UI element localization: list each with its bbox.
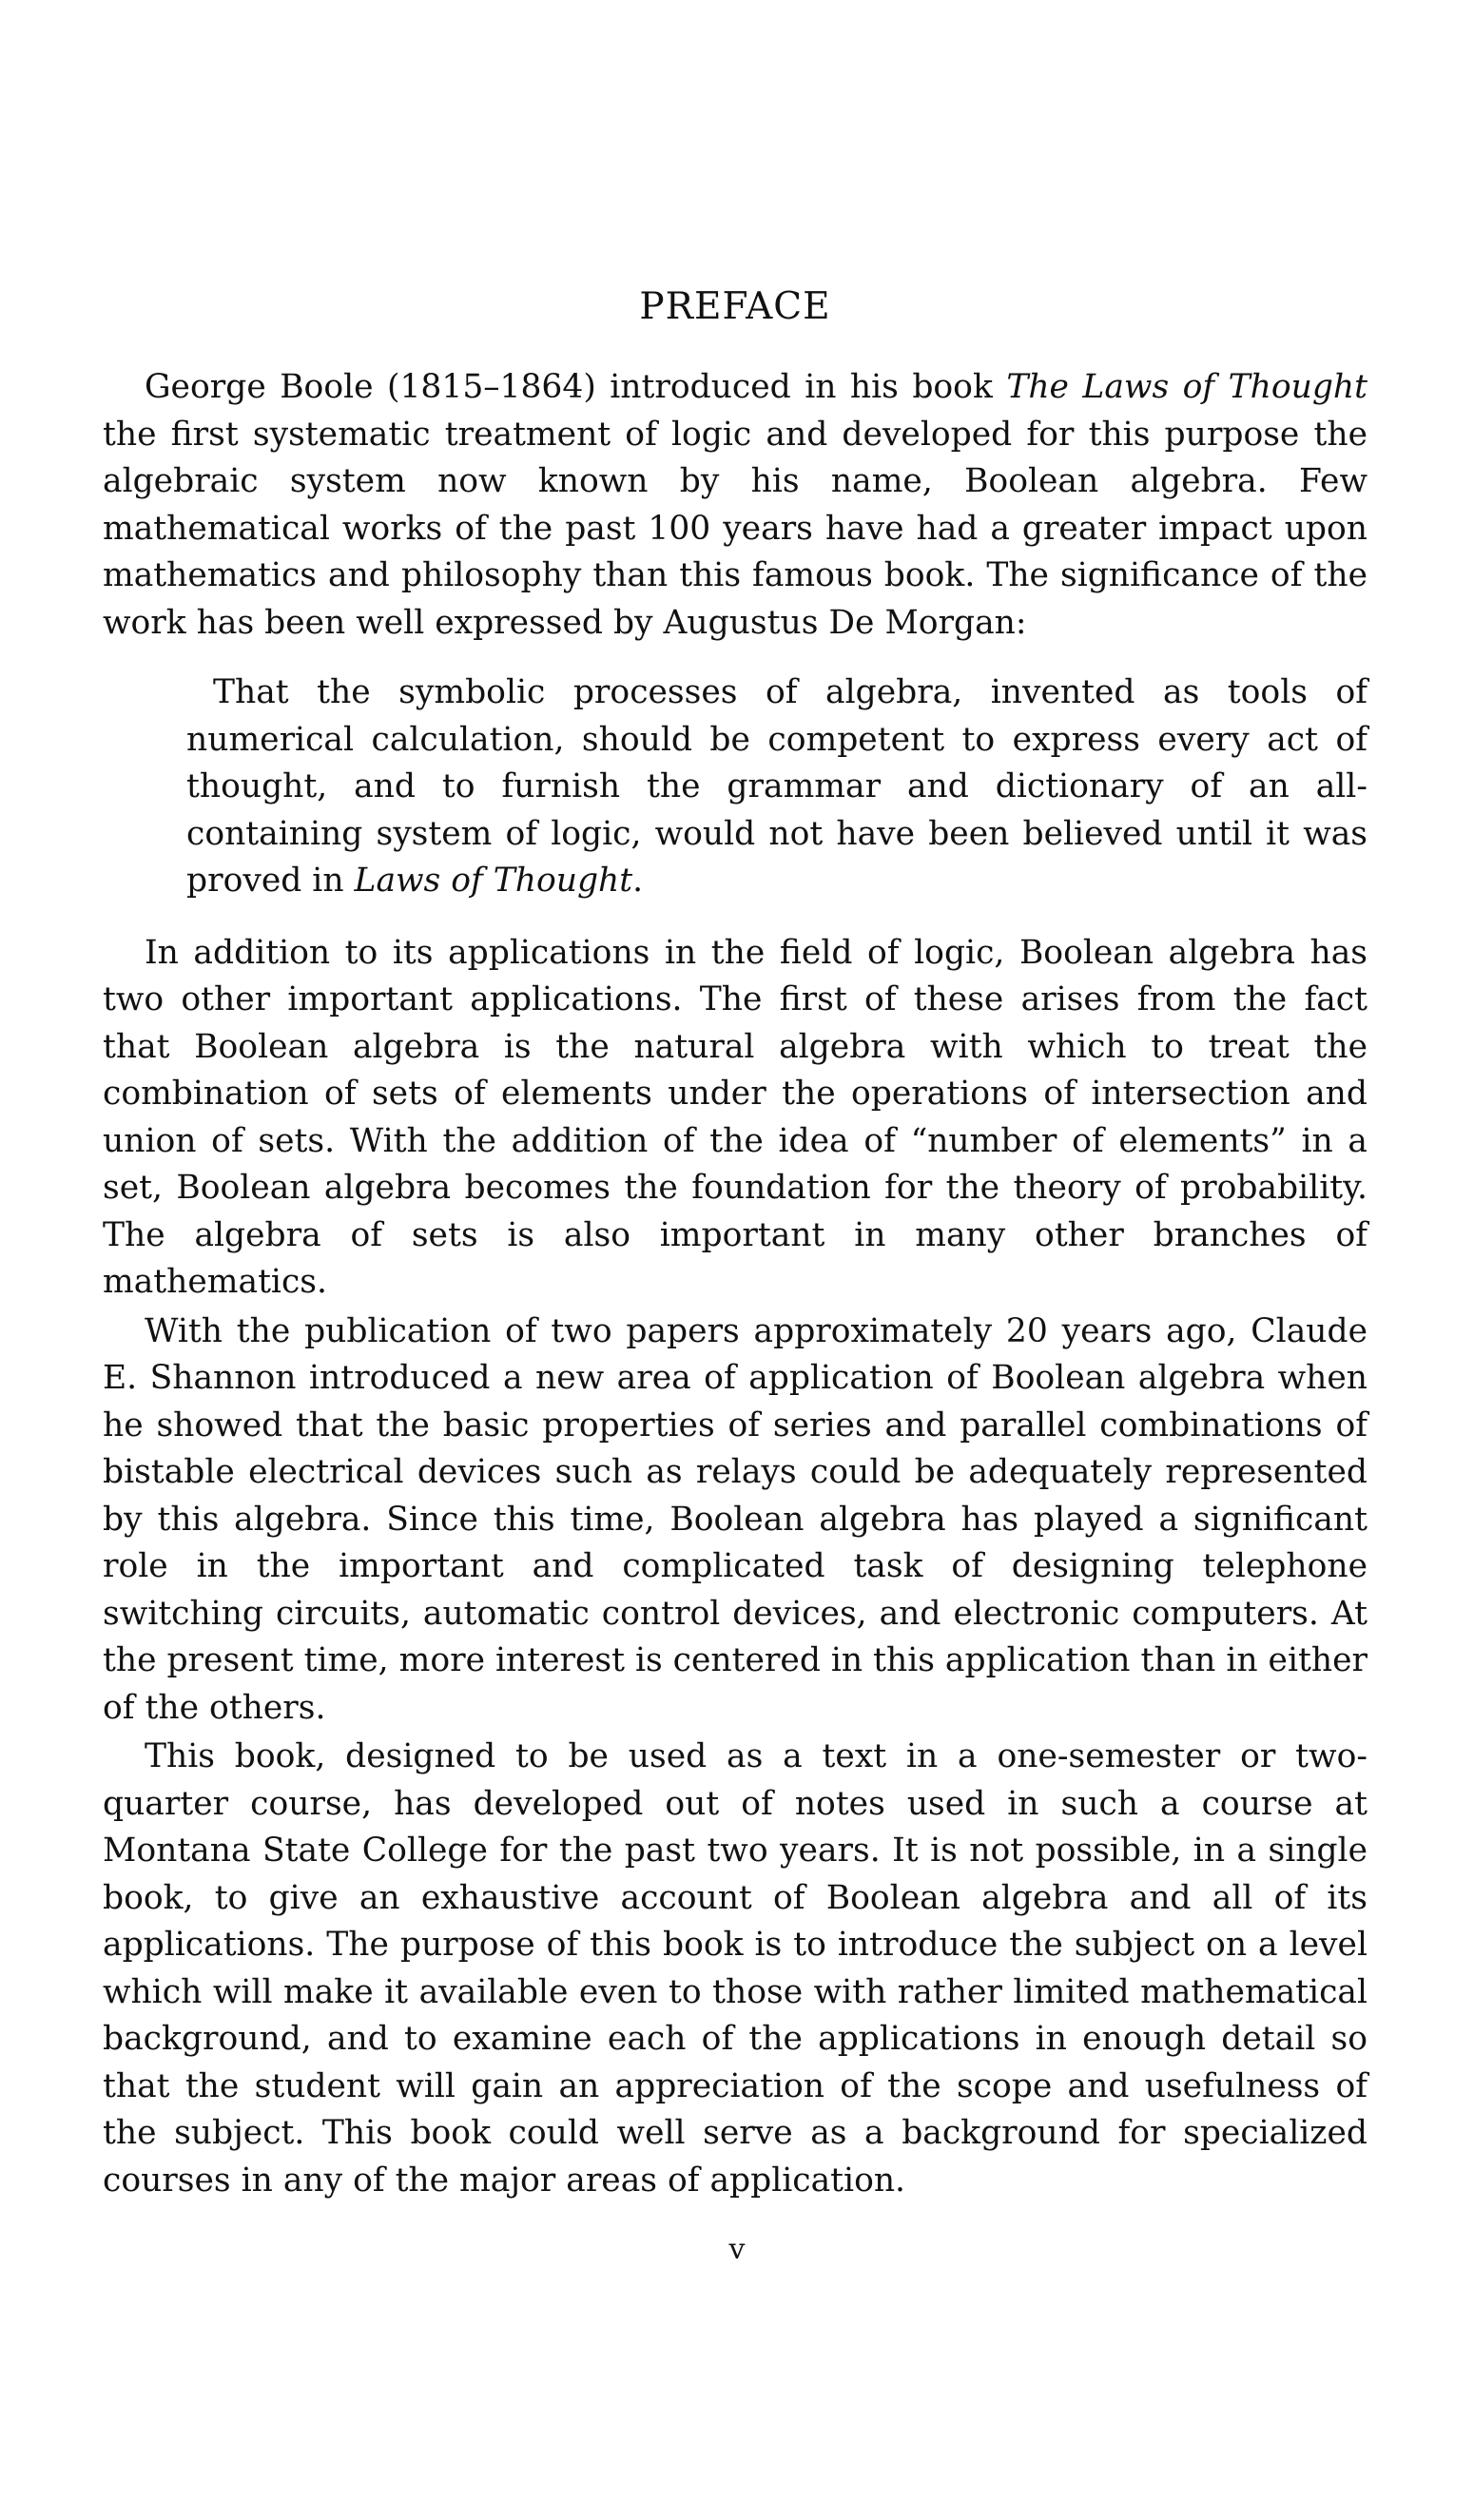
paragraph-4: This book, designed to be used as a text in a one-semester or two-quarter course, has developed out of notes used in such a course at Montana State College for the past two years. It is not possible, in a single book, to give an exhaustive account of Boolean algebra and all of its applications. The purpose of this book is to introduce the subject on a level which will make it available even to those with rather limited mathematical background, and to examine each of the applications in enough detail so that the student will gain an appreciation of the scope and usefulness of the subject. This book could well serve as a background for specialized courses in any of the major areas of application. bbox=[103, 1737, 1367, 2200]
quote-end: . bbox=[632, 862, 644, 900]
preface-page bbox=[103, 285, 1367, 2204]
page-title: PREFACE bbox=[639, 285, 831, 328]
page-number: v bbox=[728, 2233, 746, 2266]
quote-book-title: Laws of Thought bbox=[354, 862, 633, 900]
block-quote-de-morgan bbox=[103, 669, 1367, 905]
paragraph-1 bbox=[103, 364, 1367, 647]
paragraph-3: With the publication of two papers approximately 20 years ago, Claude E. Shannon introduced a new area of application of Boolean algebra when he showed that the basic properties of series and parallel combinations of bistable electrical devices such as relays could be adequately represented by this algebra. Since this time, Boolean algebra has played a significant role in the important and complicated task of designing telephone switching circuits, automatic control devices, and electronic computers. At the present time, more interest is centered in this application than in either of the others. bbox=[103, 1311, 1367, 1727]
book-title-laws-of-thought: The Laws of Thought bbox=[1006, 368, 1367, 406]
quote-lead: That the symbolic processes of algebra, invented as tools of numerical calculation, should be competent to express every act of thought, and to furnish the grammar and dictionary of an all-containing system of logic, would not have been believed until it was proved in bbox=[186, 673, 1367, 900]
quote-text bbox=[186, 669, 1367, 905]
paragraph-1-lead: George Boole (1815–1864) introduced in his book bbox=[145, 368, 1007, 406]
paragraph-1-rest: the first systematic treatment of logic and developed for this purpose the algebraic system now known by his name, Boolean algebra. Few mathematical works of the past 100 years have had a greater impact upon mathematics and philosophy than this famous book. The significance of the work has been well expressed by Augustus De Morgan: bbox=[103, 415, 1367, 642]
paragraph-2: In addition to its applications in the field of logic, Boolean algebra has two other important applications. The first of these arises from the fact that Boolean algebra is the natural algebra with which to treat the combination of sets of elements under the operations of intersection and union of sets. With the addition of the idea of “number of elements” in a set, Boolean algebra becomes the foundation for the theory of probability. The algebra of sets is also important in many other branches of mathematics. bbox=[103, 933, 1367, 1301]
